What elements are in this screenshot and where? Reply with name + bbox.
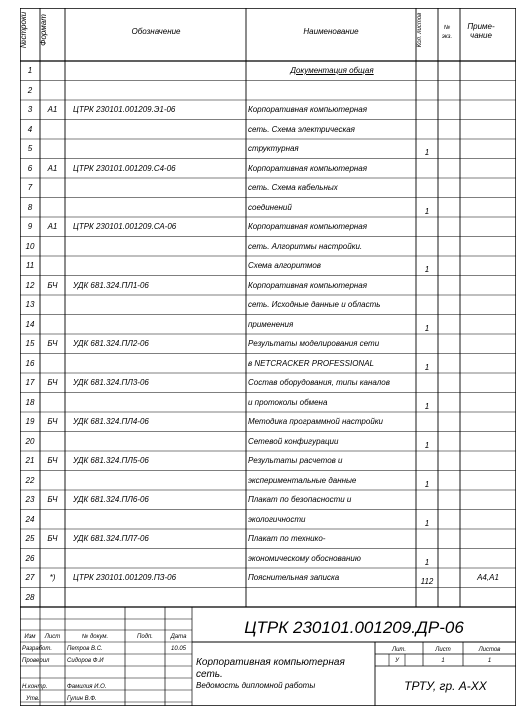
row-note: А4,А1 (477, 573, 499, 582)
stamp-title-line1: Корпоративная компьютерная (196, 657, 345, 668)
row-sheets: 112 (420, 577, 434, 586)
row-name: сеть. Схема кабельных (248, 183, 338, 192)
row-designation: ЦТРК 230101.001209.ПЗ-06 (73, 573, 177, 582)
row-number: 4 (27, 124, 33, 134)
row-sheets: 1 (424, 440, 430, 450)
row-name: сеть. Алгоритмы настройки. (248, 241, 363, 251)
row-number: 21 (25, 456, 35, 465)
row-format: *) (49, 573, 56, 582)
row-number: 27 (25, 573, 35, 582)
stamp-title-line2: сеть. (196, 669, 223, 680)
row-number: 25 (25, 534, 35, 543)
row-sheets: 1 (424, 401, 430, 411)
row-number: 20 (25, 436, 35, 446)
row-name: структурная (248, 144, 299, 153)
stamp-utv-name: Гулин В.Ф. (67, 696, 97, 702)
row-name: Пояснительная записка (248, 573, 340, 582)
stamp-list-value: 1 (441, 658, 445, 664)
header-stroka: №строки (19, 11, 28, 49)
row-name: и протоколы обмена (248, 397, 328, 407)
row-sheets: 1 (424, 518, 430, 528)
row-number: 16 (25, 358, 35, 368)
row-number: 17 (25, 378, 35, 387)
row-name: Сетевой конфигурации (248, 436, 339, 446)
row-format: А1 (47, 163, 58, 173)
row-name: Корпоративная компьютерная (248, 163, 368, 173)
stamp-nkontr-name: Фамилия И.О. (67, 684, 107, 690)
row-number: 11 (25, 261, 35, 270)
stamp-lit-label: Лит. (391, 647, 407, 653)
row-name: Результаты моделирования сети (248, 339, 380, 348)
stamp-utv-label: Утв. (26, 696, 40, 702)
header-oboznachenie: Обозначение (131, 27, 181, 36)
row-format: А1 (47, 222, 58, 231)
header-nomer-ekz: № экз. (441, 25, 453, 40)
stamp-razrab-date: 10.05 (170, 646, 186, 652)
row-designation: ЦТРК 230101.001209.С4-06 (73, 163, 176, 173)
row-name: экспериментальные данные (248, 475, 357, 485)
row-name: экономическому обоснованию (248, 553, 361, 563)
row-number: 13 (25, 300, 35, 309)
stamp-nkontr-label: Н.контр. (22, 684, 48, 690)
row-number: 12 (25, 280, 35, 290)
header-format: Формат (39, 14, 48, 46)
row-name: Состав оборудования, типы каналов (248, 378, 390, 387)
row-format: БЧ (47, 339, 58, 348)
row-designation: ЦТРК 230101.001209.СА-06 (73, 222, 177, 231)
row-format: БЧ (47, 417, 58, 426)
row-designation: УДК 681.324.ПЛ1-06 (73, 280, 149, 290)
row-number: 15 (25, 339, 35, 348)
row-format: А1 (47, 105, 58, 114)
row-number: 26 (25, 553, 35, 563)
row-sheets: 1 (424, 557, 430, 567)
row-sheets: 1 (424, 206, 430, 216)
row-number: 18 (25, 397, 35, 407)
row-name: Документация общая (290, 66, 374, 75)
stamp-razrab-name: Петров В.С. (67, 646, 103, 652)
row-name: Результаты расчетов и (248, 456, 343, 465)
stamp-hdr-dokum: № докум. (81, 634, 109, 640)
stamp-listov-label: Листов (478, 647, 501, 653)
stamp-hdr-izm: Изм (24, 634, 36, 640)
stamp-title-line3: Ведомость дипломной работы (196, 681, 316, 690)
row-format: БЧ (47, 495, 58, 504)
row-format: БЧ (47, 534, 58, 543)
row-sheets: 1 (424, 265, 430, 274)
row-format: БЧ (47, 378, 58, 387)
document-sheet (20, 8, 516, 706)
stamp-hdr-podp: Подп. (137, 634, 153, 640)
row-number: 2 (27, 85, 33, 95)
row-sheets: 1 (424, 362, 430, 372)
row-number: 19 (25, 417, 35, 426)
row-sheets: 1 (424, 323, 430, 333)
row-name: Корпоративная компьютерная (248, 105, 368, 114)
row-designation: УДК 681.324.ПЛ4-06 (73, 417, 149, 426)
header-kol-listov: Кол. листов (417, 12, 423, 48)
row-number: 24 (25, 514, 35, 524)
row-sheets: 1 (424, 148, 430, 157)
row-designation: ЦТРК 230101.001209.Э1-06 (73, 105, 176, 114)
stamp-lit-value: У (395, 658, 399, 664)
row-number: 3 (27, 105, 33, 114)
row-format: БЧ (47, 280, 58, 290)
header-primechanie: Приме- чание (467, 22, 495, 40)
stamp-list-label: Лист (435, 647, 451, 653)
row-name: Плакат по технико- (248, 534, 326, 543)
row-format: БЧ (47, 456, 58, 465)
stamp-code: ЦТРК 230101.001209.ДР-06 (244, 618, 464, 637)
row-number: 10 (25, 241, 35, 251)
row-number: 22 (25, 475, 35, 485)
row-designation: УДК 681.324.ПЛ7-06 (73, 534, 149, 543)
row-designation: УДК 681.324.ПЛ6-06 (73, 495, 149, 504)
row-name: в NETCRACKER PROFESSIONAL (248, 358, 374, 368)
row-number: 8 (27, 202, 33, 212)
row-name: Методика программной настройки (248, 417, 384, 426)
row-name: Корпоративная компьютерная (248, 280, 368, 290)
row-designation: УДК 681.324.ПЛ5-06 (73, 456, 149, 465)
row-name: экологичности (248, 514, 306, 524)
stamp-hdr-list: Лист (44, 634, 61, 640)
row-name: сеть. Исходные данные и область (248, 300, 381, 309)
stamp-razrab-label: Разработ. (22, 646, 52, 652)
row-number: 1 (27, 66, 33, 75)
stamp-listov-value: 1 (487, 658, 492, 664)
row-number: 7 (27, 183, 33, 192)
row-number: 9 (27, 222, 33, 231)
row-designation: УДК 681.324.ПЛ2-06 (73, 339, 149, 348)
row-number: 6 (27, 163, 33, 173)
stamp-hdr-data: Дата (170, 634, 187, 640)
row-number: 23 (25, 495, 35, 504)
header-naimenovanie: Наименование (303, 27, 359, 36)
row-sheets: 1 (424, 479, 430, 489)
row-name: Схема алгоритмов (248, 261, 321, 270)
stamp-prover-name: Сидоров Ф.И (67, 658, 104, 664)
row-designation: УДК 681.324.ПЛ3-06 (73, 378, 149, 387)
row-number: 28 (25, 592, 35, 602)
stamp-prover-label: Проверил (22, 658, 50, 664)
row-name: соединений (248, 202, 292, 212)
row-number: 5 (27, 144, 33, 153)
row-name: сеть. Схема электрическая (248, 124, 355, 134)
row-name: Плакат по безопасности и (248, 495, 352, 504)
row-number: 14 (25, 319, 35, 329)
stamp-organization: ТРТУ, гр. А-ХХ (404, 679, 487, 693)
row-name: применения (248, 319, 294, 329)
row-name: Корпоративная компьютерная (248, 222, 368, 231)
